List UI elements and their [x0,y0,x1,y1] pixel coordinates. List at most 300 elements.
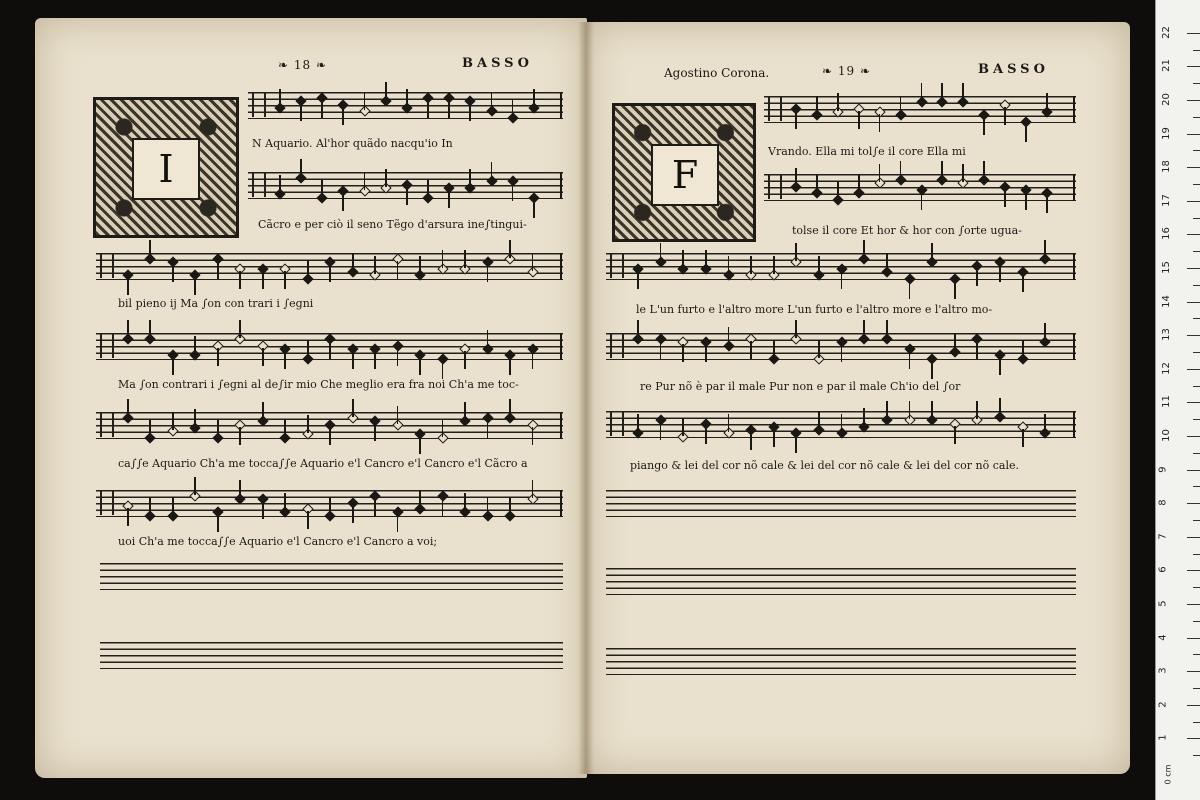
note-stem [909,281,911,299]
note-stem [419,357,421,375]
ruler-tick [1193,386,1200,387]
note-stem [909,351,911,369]
ruler-number: 11 [1160,395,1172,409]
ruler-number: 8 [1157,499,1169,506]
note-stem [841,271,843,289]
note-stem [364,172,366,190]
note-stem [284,271,286,289]
note-stem [879,164,881,182]
ruler-number: 9 [1157,465,1169,473]
note-stem [464,250,466,268]
note-stem [397,514,399,532]
ruler-tick [1187,268,1200,269]
note-stem [858,111,860,129]
note-stem [660,243,662,261]
note-stem [194,409,196,427]
note-stem [512,99,514,117]
note-stem [321,179,323,197]
note-stem [682,250,684,268]
ruler-number: 2 [1157,701,1169,708]
ruler-tick [1193,117,1200,118]
ruler-number: 10 [1160,429,1172,442]
ruler-tick [1187,33,1200,34]
note-stem [660,422,662,440]
note-stem [487,497,489,515]
note-stem [364,92,366,110]
note-stem [637,271,639,289]
note-stem [818,411,820,429]
note-stem [1025,124,1027,142]
note-stem [886,253,888,271]
note-stem [886,320,888,338]
note-stem [329,341,331,359]
ruler-tick [1187,503,1200,504]
ruler-tick [1187,570,1200,571]
note-stem [149,497,151,515]
note-stem [509,357,511,375]
note-stem [329,497,331,515]
note-stem [352,351,354,369]
note-stem [307,340,309,358]
ruler-unit: 0 cm [1163,764,1173,785]
note-stem [941,161,943,179]
ruler-tick [1187,671,1200,672]
note-stem [279,89,281,107]
note-stem [773,429,775,447]
note-stem [239,427,241,445]
empty-staff [606,648,1076,675]
ruler-number: 22 [1160,25,1172,39]
note-stem [262,402,264,420]
note-stem [217,261,219,279]
ruler-number: 1 [1157,734,1169,742]
note-stem [127,508,129,526]
ruler-tick [1193,218,1200,219]
note-stem [954,281,956,299]
note-stem [976,341,978,359]
bar-line [1073,96,1075,123]
note-stem [262,271,264,289]
ruler-number: 3 [1157,667,1169,674]
bar-line [1073,333,1075,360]
note-stem [931,361,933,379]
decorative-initial-frame [612,103,756,242]
measurement-ruler [1155,0,1200,800]
note-stem [637,414,639,432]
note-stem [962,164,964,182]
note-stem [816,96,818,114]
note-stem [239,320,241,338]
note-stem [863,320,865,338]
ruler-tick [1187,738,1200,739]
ruler-number: 18 [1160,160,1172,174]
note-stem [941,83,943,101]
note-stem [172,412,174,430]
note-stem [1044,240,1046,258]
note-stem [1044,323,1046,341]
note-stem [533,200,535,218]
note-stem [374,498,376,516]
note-stem [1004,189,1006,207]
note-stem [660,341,662,359]
note-stem [837,181,839,199]
c-clef [768,97,782,121]
note-stem [172,264,174,282]
note-stem [284,419,286,437]
note-stem [1046,195,1048,213]
note-stem [419,256,421,274]
ruler-number: 20 [1160,93,1172,106]
note-stem [818,256,820,274]
note-stem [999,357,1001,375]
ruler-number: 5 [1157,600,1169,607]
ruler-number: 17 [1160,193,1172,207]
ruler-tick [1193,486,1200,487]
note-stem [374,423,376,441]
ruler-number: 19 [1160,126,1172,140]
note-stem [532,427,534,445]
note-stem [532,351,534,369]
ruler-tick [1187,604,1200,605]
note-stem [487,330,489,348]
ruler-tick [1193,654,1200,655]
note-stem [1022,274,1024,292]
note-stem [217,348,219,366]
note-stem [329,427,331,445]
note-stem [194,477,196,495]
note-stem [442,498,444,516]
note-stem [464,402,466,420]
note-stem [1046,93,1048,111]
composer-name: Agostino Corona. [664,66,770,80]
initial-letter: I [132,138,200,200]
note-stem [983,117,985,135]
note-stem [921,192,923,210]
ruler-tick [1193,621,1200,622]
note-stem [976,401,978,419]
bar-line [560,253,562,280]
note-stem [487,264,489,282]
note-stem [1025,192,1027,210]
ruler-tick [1193,722,1200,723]
note-stem [239,271,241,289]
left-folio: ❧ 18 ❧ [278,58,328,72]
ruler-number: 7 [1157,533,1169,540]
lyric-line: piango & lei del cor nõ cale & lei del cor nõ cale & lei del cor nõ cale. [630,459,1020,472]
c-clef [768,175,782,199]
bar-line [560,333,562,360]
note-stem [818,340,820,358]
lyric-line: Vrando. Ella mi tol∫e il core Ella mi [768,145,966,158]
note-stem [509,240,511,258]
note-stem [512,183,514,201]
empty-staff [100,642,563,669]
note-stem [442,419,444,437]
ruler-number: 21 [1160,59,1172,73]
c-clef [100,254,114,278]
note-stem [931,243,933,261]
c-clef [610,254,624,278]
note-stem [637,320,639,338]
note-stem [427,179,429,197]
note-stem [954,426,956,444]
note-stem [1004,107,1006,125]
lyric-line: bil pieno ij Ma ∫on con trari i ∫egni [118,297,314,310]
note-stem [442,361,444,379]
note-stem [127,277,129,295]
note-stem [773,340,775,358]
c-clef [100,491,114,515]
note-stem [491,92,493,110]
ruler-tick [1187,436,1200,437]
note-stem [419,490,421,508]
empty-staff [606,490,1076,517]
ruler-number: 14 [1160,294,1172,308]
ruler-number: 13 [1160,328,1172,342]
note-stem [194,336,196,354]
note-stem [397,348,399,366]
note-stem [900,96,902,114]
bar-line [1073,253,1075,280]
ruler-number: 12 [1160,361,1172,375]
note-stem [533,89,535,107]
note-stem [909,401,911,419]
note-stem [469,169,471,187]
note-stem [374,351,376,369]
ruler-number: 16 [1160,227,1172,241]
note-stem [194,277,196,295]
lyric-line: uoi Ch'a me tocca∫∫e Aquario e'l Cancro e'l Cancro a voi; [118,535,438,548]
note-stem [837,93,839,111]
ruler-tick [1187,470,1200,471]
note-stem [750,432,752,450]
ruler-tick [1187,302,1200,303]
lyric-line: Cãcro e per ciò il seno Tẽgo d'arsura ine∫tingui- [258,218,527,231]
note-stem [300,159,302,177]
ruler-tick [1187,234,1200,235]
ruler-tick [1187,66,1200,67]
note-stem [307,511,309,529]
ruler-tick [1193,285,1200,286]
ruler-tick [1193,554,1200,555]
note-stem [1022,429,1024,447]
note-stem [127,320,129,338]
note-stem [385,169,387,187]
lyric-line: ca∫∫e Aquario Ch'a me tocca∫∫e Aquario e'l Cancro e'l Cancro e'l Cãcro a [118,457,528,470]
note-stem [999,264,1001,282]
ruler-tick [1187,638,1200,639]
bar-line [560,412,562,439]
note-stem [352,505,354,523]
ruler-tick [1193,419,1200,420]
note-stem [300,103,302,121]
note-stem [464,493,466,511]
note-stem [841,344,843,362]
note-stem [127,399,129,417]
bar-line [1073,174,1075,201]
note-stem [931,401,933,419]
note-stem [1022,340,1024,358]
note-stem [406,89,408,107]
c-clef [610,334,624,358]
note-stem [262,348,264,366]
note-stem [448,100,450,118]
note-stem [863,408,865,426]
note-stem [841,414,843,432]
note-stem [172,357,174,375]
note-stem [750,341,752,359]
ruler-number: 4 [1157,633,1169,641]
note-stem [976,268,978,286]
note-stem [900,161,902,179]
note-stem [705,250,707,268]
ruler-tick [1187,201,1200,202]
ruler-tick [1193,251,1200,252]
ruler-tick [1187,402,1200,403]
note-stem [385,82,387,100]
bar-line [1073,411,1075,438]
ruler-tick [1187,369,1200,370]
note-stem [962,83,964,101]
left-voice-part: BASSO [462,56,533,71]
note-stem [217,419,219,437]
empty-staff [100,563,563,590]
ruler-tick [1193,520,1200,521]
note-stem [321,100,323,118]
note-stem [469,103,471,121]
note-stem [795,320,797,338]
note-stem [307,415,309,433]
ruler-tick [1193,150,1200,151]
note-stem [705,426,707,444]
note-stem [284,351,286,369]
note-stem [795,168,797,186]
c-clef [252,93,266,117]
note-stem [464,351,466,369]
note-stem [728,414,730,432]
ruler-tick [1193,587,1200,588]
note-stem [217,514,219,532]
lyric-line: N Aquario. Al'hor quãdo nacqu'io In [252,137,453,150]
ruler-tick [1193,453,1200,454]
note-stem [397,406,399,424]
note-stem [728,256,730,274]
bar-line [560,92,562,119]
ruler-number: 15 [1160,261,1172,274]
note-stem [342,193,344,211]
note-stem [999,398,1001,416]
empty-staff [606,568,1076,595]
note-stem [279,175,281,193]
ruler-tick [1193,318,1200,319]
note-stem [863,240,865,258]
note-stem [284,493,286,511]
ruler-tick [1193,688,1200,689]
note-stem [419,436,421,454]
ruler-tick [1193,184,1200,185]
note-stem [491,162,493,180]
note-stem [397,261,399,279]
note-stem [816,174,818,192]
note-stem [239,480,241,498]
lyric-line: Ma ∫on contrari i ∫egni al de∫ir mio Che meglio era fra noi Ch'a me toc- [118,378,519,391]
note-stem [509,497,511,515]
note-stem [374,256,376,274]
ruler-tick [1187,537,1200,538]
note-stem [795,435,797,453]
book-gutter [578,22,594,774]
initial-letter: F [651,144,719,206]
note-stem [983,161,985,179]
note-stem [442,250,444,268]
lyric-line: re Pur nõ è par il male Pur non e par il male Ch'io del ∫or [640,380,961,393]
note-stem [728,327,730,345]
ruler-number: 6 [1157,566,1169,574]
note-stem [487,420,489,438]
note-stem [509,399,511,417]
c-clef [610,412,624,436]
note-stem [262,501,264,519]
ruler-tick [1193,352,1200,353]
decorative-initial-frame [93,97,239,238]
note-stem [795,243,797,261]
note-stem [172,497,174,515]
note-stem [682,344,684,362]
note-stem [879,114,881,132]
lyric-line: tolse il core Et hor & hor con ∫orte ugua- [792,224,1022,237]
ruler-tick [1187,134,1200,135]
ruler-tick [1193,83,1200,84]
note-stem [448,190,450,208]
note-stem [705,344,707,362]
note-stem [307,260,309,278]
note-stem [329,264,331,282]
note-stem [773,256,775,274]
ruler-tick [1187,705,1200,706]
note-stem [750,256,752,274]
bar-line [560,172,562,199]
ruler-tick [1193,755,1200,756]
note-stem [532,253,534,271]
right-folio: ❧ 19 ❧ [822,64,872,78]
c-clef [100,334,114,358]
note-stem [149,240,151,258]
note-stem [886,401,888,419]
note-stem [406,187,408,205]
note-stem [149,320,151,338]
note-stem [682,418,684,436]
note-stem [921,83,923,101]
note-stem [1044,414,1046,432]
c-clef [252,173,266,197]
note-stem [427,100,429,118]
ruler-tick [1187,100,1200,101]
note-stem [352,253,354,271]
right-voice-part: BASSO [978,62,1049,77]
note-stem [532,480,534,498]
note-stem [352,399,354,417]
note-stem [149,419,151,437]
lyric-line: le L'un furto e l'altro more L'un furto e l'altro more e l'altro mo- [636,303,993,316]
note-stem [342,107,344,125]
ruler-tick [1187,167,1200,168]
ruler-tick [1193,50,1200,51]
c-clef [100,413,114,437]
note-stem [858,174,860,192]
ruler-tick [1187,335,1200,336]
bar-line [560,490,562,517]
note-stem [795,111,797,129]
